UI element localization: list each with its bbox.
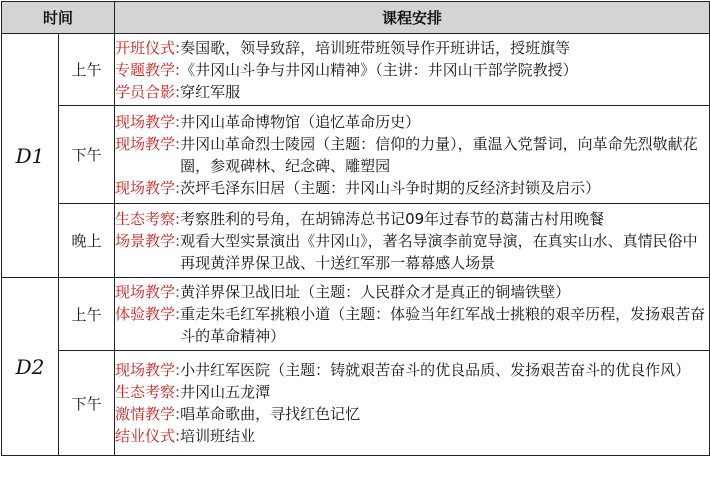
activity-item (115, 81, 709, 103)
activity-description: 《井冈山斗争与井冈山精神》（主讲：井冈山干部学院教授） (180, 60, 578, 79)
period-activities (115, 106, 710, 204)
activity-description: 观看大型实景演出《井冈山》，著名导演李前宽导演，在真实山水、真情民俗中再现黄洋界保卫战、十送红军那一幕幕感人场景 (180, 231, 698, 272)
activity-description: 井冈山革命博物馆（追忆革命历史） (180, 112, 421, 131)
activity-type-label: 现场教学: (115, 112, 181, 131)
activity-description: 井冈山五龙潭 (180, 383, 271, 401)
activity-description: 考察胜利的号角，在胡锦涛总书记09年过春节的葛蒲古村用晚餐 (180, 209, 605, 228)
activity-type-label: 专题教学: (115, 60, 181, 79)
activity-item (115, 111, 709, 133)
activity-description: 茨坪毛泽东旧居（主题：井冈山斗争时期的反经济封锁及启示） (180, 178, 601, 197)
schedule-row (2, 351, 710, 456)
activity-item (115, 303, 709, 347)
activity-description: 小井红军医院（主题：铸就艰苦奋斗的优良品质、发扬艰苦奋斗的优良作风） (180, 361, 691, 379)
activity-description: 井冈山革命烈士陵园（主题：信仰的力量），重温入党誓词，向革命先烈敬献花圈，参观碑林、纪念碑、雕塑园 (180, 134, 698, 175)
header-course: 课程安排 (115, 2, 710, 34)
activity-item (115, 230, 709, 274)
period-label: 晚上 (59, 204, 115, 278)
activity-type-label: 生态考察: (115, 383, 181, 401)
period-label: 上午 (59, 278, 115, 351)
schedule-row (2, 204, 710, 278)
activity-type-label: 场景教学: (115, 231, 181, 250)
activity-item (115, 425, 709, 447)
day-label: D1 (2, 34, 59, 278)
activity-item (115, 59, 709, 81)
activity-item (115, 37, 709, 59)
period-activities (115, 34, 710, 106)
activity-type-label: 现场教学: (115, 178, 181, 197)
schedule-row (2, 278, 710, 351)
activity-type-label: 学员合影: (115, 82, 181, 101)
activity-description: 穿红军服 (180, 82, 241, 101)
activity-type-label: 开班仪式: (115, 38, 181, 57)
activity-item (115, 403, 709, 425)
course-schedule-table (1, 1, 710, 456)
activity-item (115, 281, 709, 303)
activity-type-label: 激情教学: (115, 405, 181, 423)
activity-type-label: 现场教学: (115, 361, 181, 379)
activity-description: 唱革命歌曲，寻找红色记忆 (180, 405, 361, 423)
period-activities (115, 278, 710, 351)
activity-description: 黄洋界保卫战旧址（主题：人民群众才是真正的铜墙铁壁） (180, 283, 571, 301)
activity-description: 培训班结业 (180, 427, 256, 445)
activity-item (115, 177, 709, 199)
period-activities (115, 204, 710, 278)
activity-item (115, 208, 709, 230)
schedule-row (2, 106, 710, 204)
period-label: 下午 (59, 351, 115, 456)
activity-type-label: 现场教学: (115, 283, 181, 301)
period-activities (115, 351, 710, 456)
activity-description: 重走朱毛红军挑粮小道（主题：体验当年红军战士挑粮的艰辛历程，发扬艰苦奋斗的革命精神） (180, 305, 706, 345)
activity-item (115, 133, 709, 177)
schedule-body (2, 34, 710, 456)
activity-item (115, 359, 709, 381)
activity-description: 奏国歌，领导致辞，培训班带班领导作开班讲话，授班旗等 (180, 38, 571, 57)
activity-item (115, 381, 709, 403)
activity-type-label: 现场教学: (115, 134, 181, 153)
schedule-row (2, 34, 710, 106)
period-label: 下午 (59, 106, 115, 204)
header-time: 时间 (2, 2, 115, 34)
activity-type-label: 结业仪式: (115, 427, 181, 445)
activity-type-label: 生态考察: (115, 209, 181, 228)
day-label: D2 (2, 278, 59, 456)
period-label: 上午 (59, 34, 115, 106)
header-row (2, 2, 710, 34)
activity-type-label: 体验教学: (115, 305, 181, 323)
